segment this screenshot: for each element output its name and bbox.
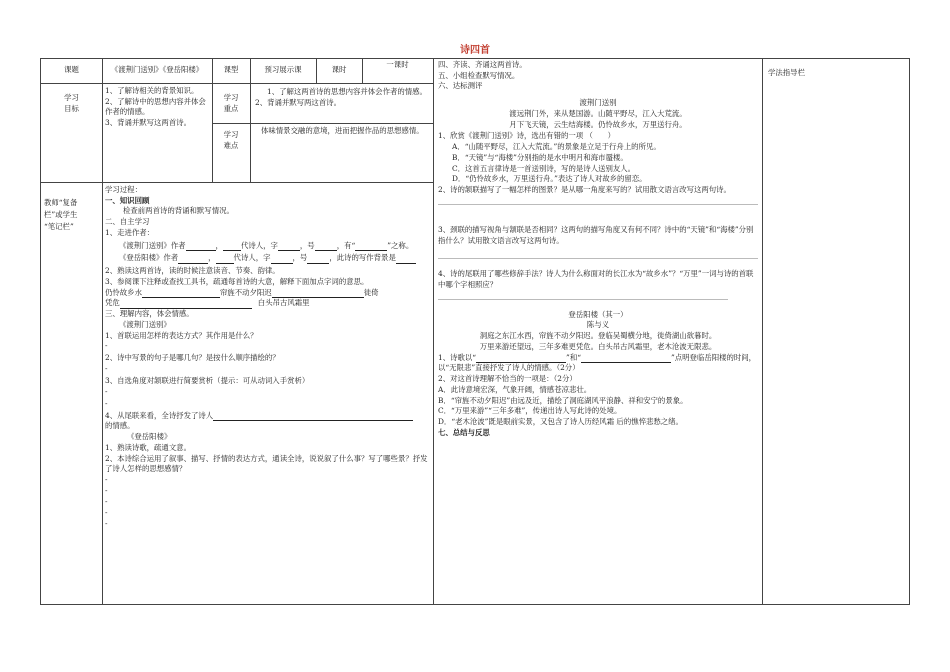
poem-title-left-2: 《登岳阳楼》 bbox=[127, 432, 172, 442]
divider-guide bbox=[762, 59, 763, 604]
page-title: 诗四首 bbox=[460, 45, 490, 56]
goals-label: 学习 目标 bbox=[64, 93, 79, 113]
option: C．这首五言律诗是一首送别诗，写的是诗人送别友人。 bbox=[452, 163, 636, 173]
goal-item: 1、了解诗相关的背景知识。 bbox=[105, 86, 199, 95]
poem-line: 万里来游还望远，三年多难更凭危。白头吊古风霜里，老木沧波无限悲。 bbox=[479, 341, 717, 351]
author-fill-2: 《登岳阳楼》作者 ， 代诗人，字 ，号 ，此诗的写作背景是 bbox=[105, 253, 431, 264]
lesson-plan-table bbox=[40, 58, 910, 605]
divider-goal bbox=[212, 59, 213, 182]
poem-author: 陈与义 bbox=[586, 320, 610, 330]
left-body: 学习过程： 一、知识回顾 检查前两首诗的背诵和默写情况。 二、自主学习 1、走进作者： 《渡荆门送别》作者 ， 代诗人，字 ，号 ，有“ ”之称。 《登岳阳楼》作者 ， 代诗人，字 ，号 ，此诗的写作背景是 2、熟读这两首诗，读的时候注意读音、节奏、韵律。 3、参阅课下注释或查找工具书，疏通每首诗的大意，解释下面加点字词的意思。 仍怜故乡水 帘旌不动夕阳迟 徙倚 凭危 白头吊古风霜里 三、理解内容，体会情感。 《渡荆门送别》 1、首联运用怎样的表达方式？其作用是什么？ - 2、诗中写景的句子是哪几句？是按什么顺序描绘的？ - 3、自选角度对颔联进行简要赏析（提示：可从动词入手赏析） - - 4、从尾联来看，全诗抒发了诗人 的情感。 《登岳阳楼》 1、熟读诗歌，疏通文意。 2、本诗综合运用了叙事、描写、抒情的表达方式，通读全诗，说说叙了什么事？写了哪些景？抒发了诗人怎样的思想感情？ - - - - - bbox=[105, 185, 431, 530]
goal-item: 2、了解诗中的思想内容并体会作者的情感。 bbox=[105, 96, 206, 117]
divider-key-label bbox=[250, 59, 251, 182]
goal-item: 3、背诵并默写这两首诗。 bbox=[105, 118, 192, 128]
option: B．“天镜”与“海楼”分别指的是水中明月和海市蜃楼。 bbox=[452, 152, 628, 162]
word-fill-1: 仍怜故乡水 帘旌不动夕阳迟 徙倚 bbox=[105, 287, 379, 297]
option: C．“万里来游”“三年多难”，传递出诗人写此诗的处境。 bbox=[438, 406, 622, 416]
option: D．“老木沧波”既是眼前实景，又包含了诗人历经风霜 后的憔悴悲愁之绪。 bbox=[438, 417, 683, 427]
type-label: 课型 bbox=[223, 65, 239, 74]
key-label: 学习 重点 bbox=[223, 93, 239, 113]
poem-line: 渡远荆门外，来从楚国游。山随平野尽，江入大荒流。 bbox=[509, 108, 687, 118]
key-text: 1、了解这两首诗的思想内容并体会作者的情感。 2、背诵并默写两这首诗。 bbox=[255, 87, 427, 107]
row-line-2 bbox=[41, 182, 433, 183]
course-label: 课题 bbox=[64, 65, 79, 74]
row-line-key bbox=[212, 123, 433, 124]
word-fill-2: 凭危 白头吊古风霜里 bbox=[105, 298, 310, 308]
test-poem-title: 渡荆门送别 bbox=[579, 98, 617, 108]
section-heading: 六、达标测评 bbox=[438, 81, 483, 91]
poem-title-left: 《渡荆门送别》 bbox=[119, 319, 171, 329]
row-line-1 bbox=[41, 83, 433, 84]
test-poem-title-2: 登岳阳楼（其一） bbox=[568, 309, 628, 319]
right-body: 四、齐读、齐诵这两首诗。 五、小组检查默写情况。 六、达标测评 渡荆门送别 渡远荆门外，来从楚国游。山随平野尽，江入大荒流。 月下飞天镜，云生结海楼。仍怜故乡水，万里送行舟。 1、欣赏《渡荆门送别》诗，选出有错的一项 （ ） A．“山随平野尽，江入大荒流。”的景象是立足于行舟上的所见。 B．“天镜”与“海楼”分别指的是水中明月和海市蜃楼。 C．这首五言律诗是一首送别诗，写的是诗人送别友人。 D．“仍怜故乡水，万里送行舟。”表达了诗人对故乡的留恋。 2、诗的颔联描写了一幅怎样的图景？是从哪一角度来写的？试用散文语言改写这两句诗。 3、颈联的描写视角与颔联是否相同？这两句的描写角度又有何不同？诗中的“天镜”和“海楼”分别指什么？试用散文语言改写这两句诗。 4、诗的尾联用了哪些修辞手法？诗人为什么称面对的长江水为“故乡水”？“万里”一词与诗的首联中哪个字相照应？ 登岳阳楼（其一） 陈与义 洞庭之东江水西，帘旌不动夕阳迟。登临吴蜀横分地，徙倚湖山欲暮时。 万里来游还望远，三年多难更凭危。白头吊古风霜里，老木沧波无限悲。 1、诗歌以“ ”和“ ”点明登临岳阳楼的时间，以“无限悲”直接抒发了诗人的情感。（2分） 2、对这首诗理解不恰当的一项是：（2分） A．此诗意境宏深，气象开阔，情感苍凉悲壮。 B．“帘旌不动夕阳迟”由远及近，描绘了洞庭湖风平浪静、祥和安宁的景象。 C．“万里来游”“三年多难”，传递出诗人写此诗的处境。 D．“老木沧波”既是眼前实景，又包含了诗人历经风霜 后的憔悴悲愁之绪。 七、总结与反思 bbox=[438, 60, 757, 437]
emotion-fill: 4、从尾联来看，全诗抒发了诗人 bbox=[105, 411, 431, 422]
hard-text: 体味情景交融的意境，进而把握作品的思想感情。 bbox=[261, 126, 424, 135]
notes-column-label: 教师“复备 栏”或学生 “笔记栏” bbox=[44, 198, 78, 231]
time-fill: 1、诗歌以“ ”和“ ”点明登临岳阳楼的时间，以“无限悲”直接抒发了诗人的情感。（2分） bbox=[438, 352, 757, 373]
hours-value: 一课时 bbox=[386, 60, 409, 69]
option: A．“山随平野尽，江入大荒流。”的景象是立足于行舟上的所见。 bbox=[452, 142, 661, 152]
option: A．此诗意境宏深，气象开阔，情感苍凉悲壮。 bbox=[438, 384, 592, 394]
divider-center bbox=[433, 59, 434, 604]
section-heading: 二、自主学习 bbox=[105, 217, 150, 227]
author-fill-1: 《渡荆门送别》作者 ， 代诗人，字 ，号 ，有“ ”之称。 bbox=[119, 240, 414, 250]
study-guide-label: 学法指导栏 bbox=[768, 68, 805, 77]
option: B．“帘旌不动夕阳迟”由远及近，描绘了洞庭湖风平浪静、祥和安宁的景象。 bbox=[438, 395, 688, 405]
option: D．“仍怜故乡水，万里送行舟。”表达了诗人对故乡的留恋。 bbox=[452, 174, 647, 184]
hard-label: 学习 难点 bbox=[223, 130, 239, 150]
section-heading: 三、理解内容，体会情感。 bbox=[105, 309, 194, 319]
divider-left-label bbox=[102, 59, 103, 182]
type-value: 预习展示课 bbox=[264, 65, 302, 74]
poem-line: 洞庭之东江水西，帘旌不动夕阳迟。登临吴蜀横分地，徙倚湖山欲暮时。 bbox=[479, 331, 717, 341]
goals-list bbox=[105, 86, 210, 129]
divider-notes bbox=[102, 182, 103, 604]
process-label: 学习过程： bbox=[105, 185, 142, 194]
section-heading: 七、总结与反思 bbox=[438, 427, 490, 437]
course-value: 《渡荆门送别》《登岳阳楼》 bbox=[110, 65, 204, 74]
poem-line: 月下飞天镜，云生结海楼。仍怜故乡水，万里送行舟。 bbox=[509, 119, 687, 129]
hours-label: 课时 bbox=[331, 65, 347, 74]
section-heading: 一、知识回顾 bbox=[105, 195, 150, 205]
